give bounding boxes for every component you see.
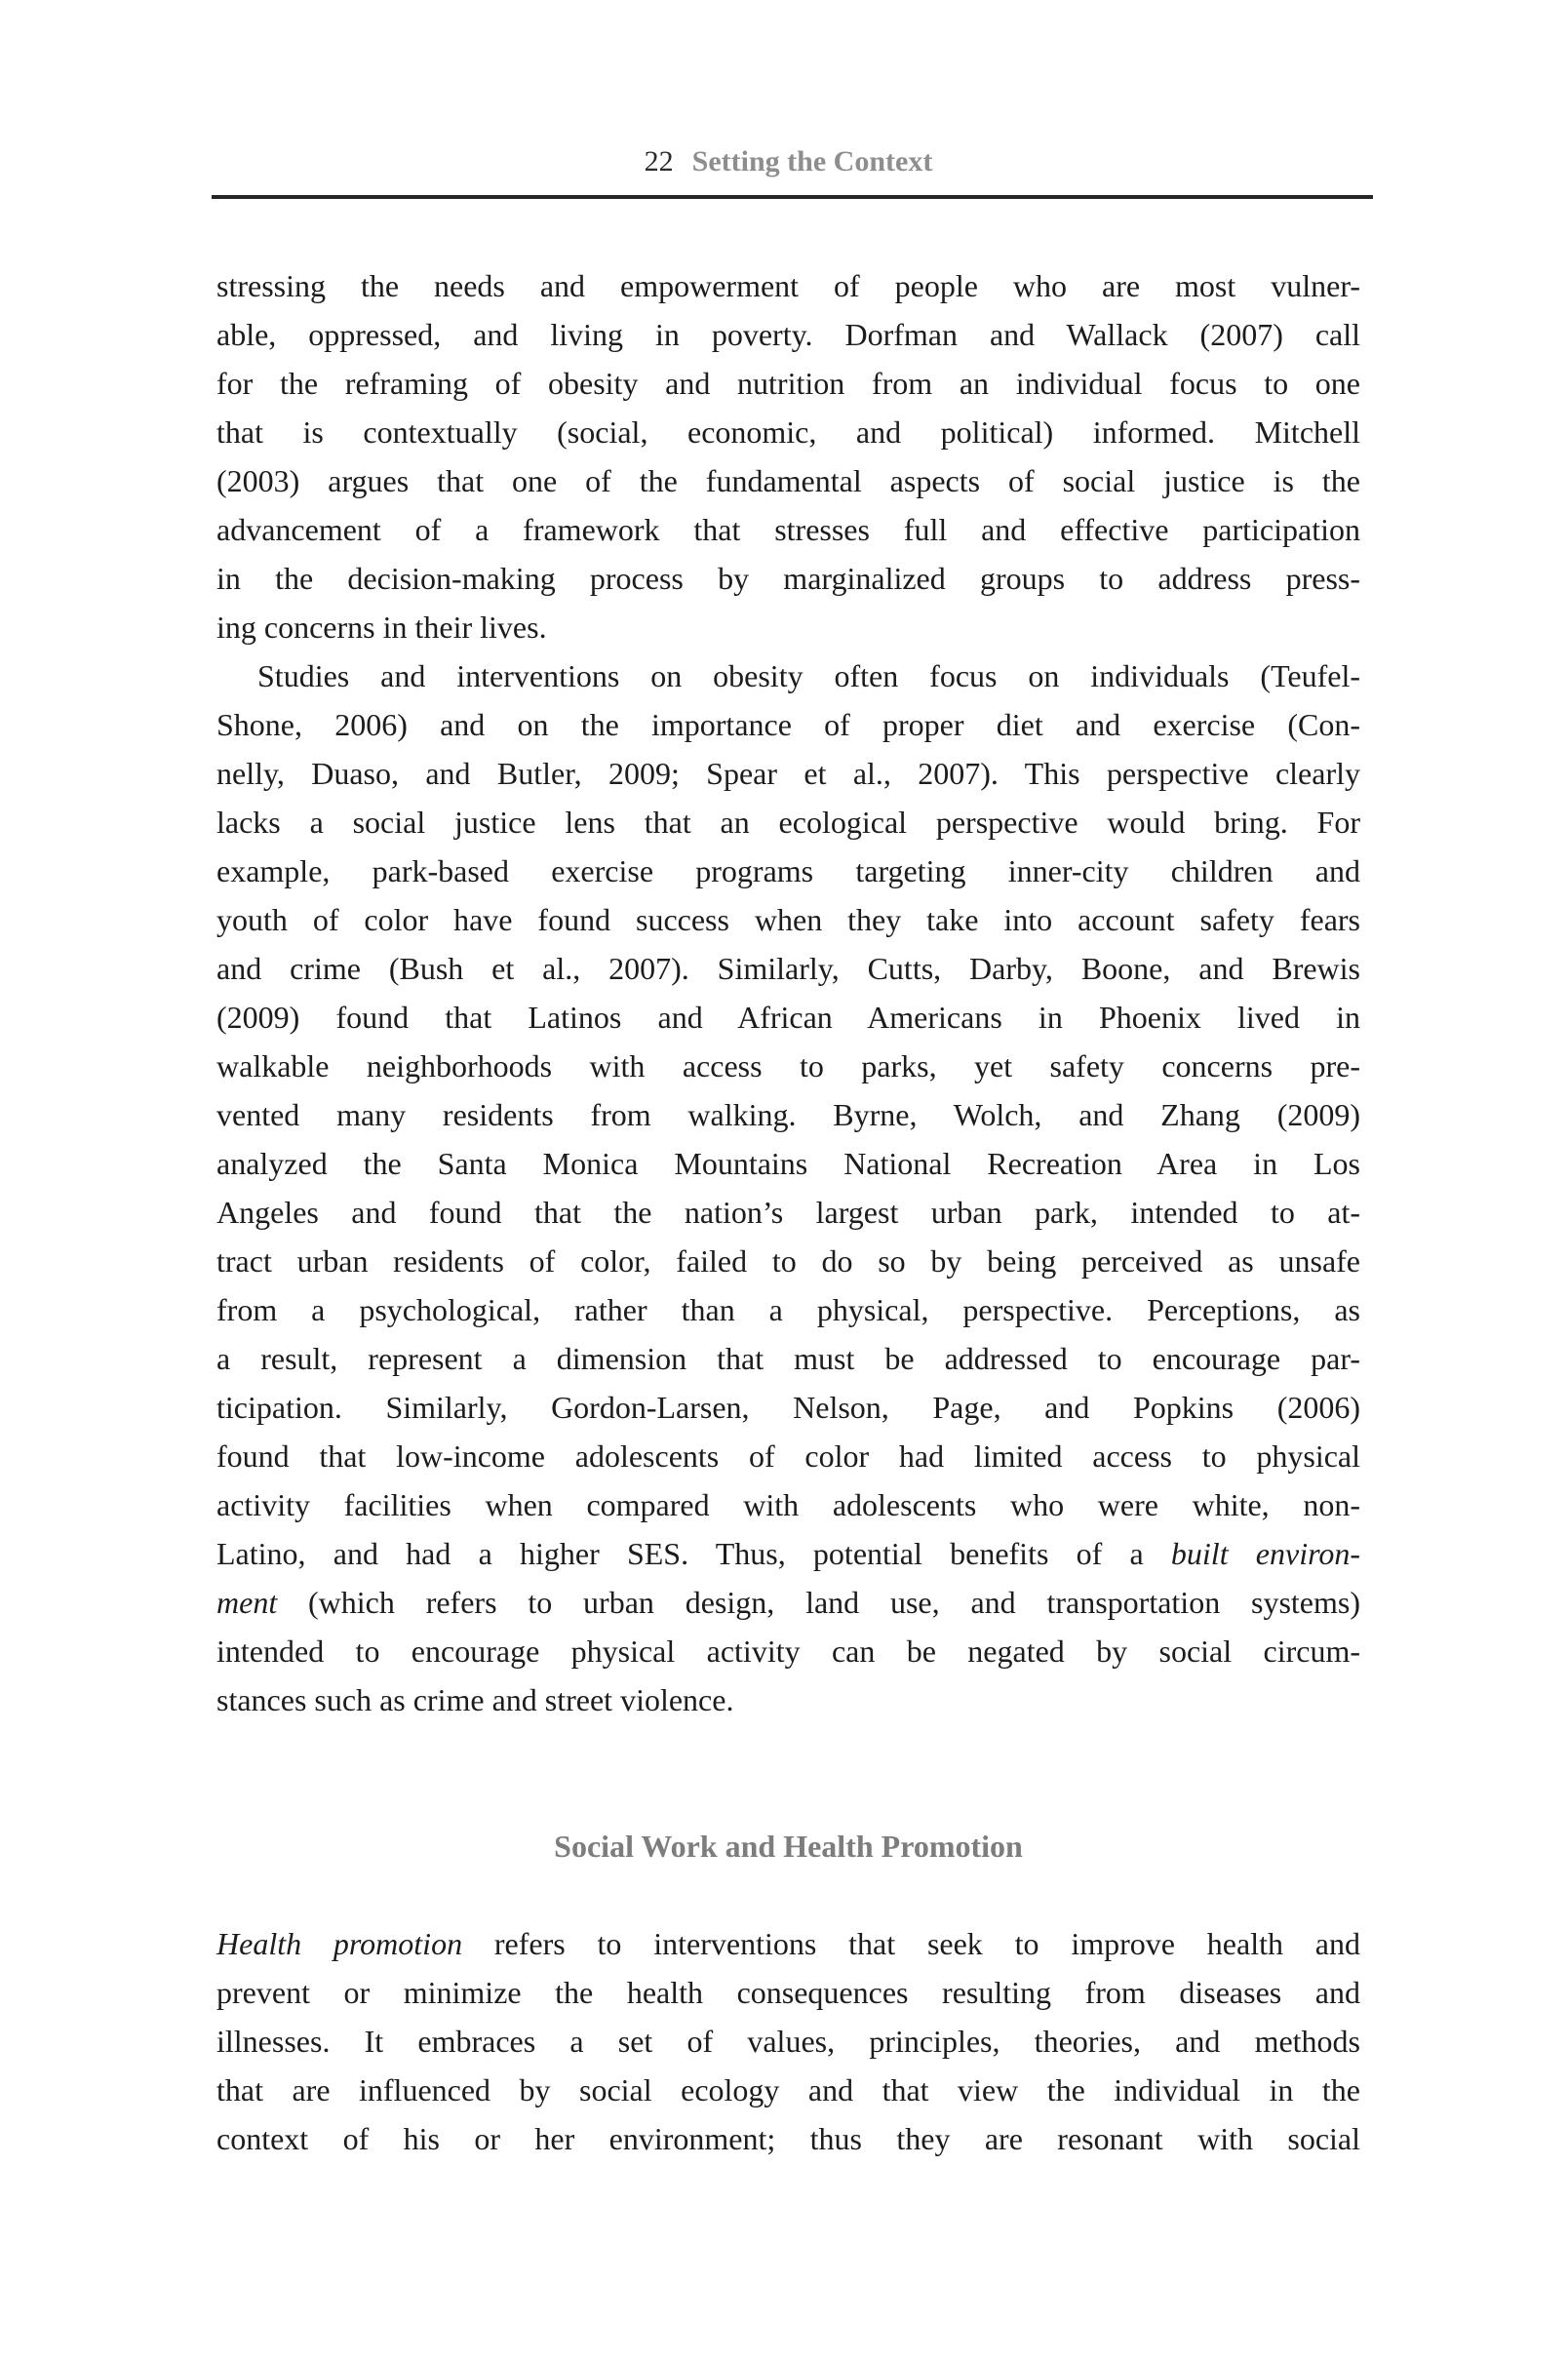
text-line [216, 1627, 1360, 1675]
text-line [216, 895, 1360, 944]
text-segment: that is contextually (social, economic, and political) informed. Mitchell [216, 414, 1360, 450]
text-segment: example, park-based exercise programs targeting inner-city children and [216, 853, 1360, 888]
italic-text-segment: built environ- [1170, 1536, 1361, 1571]
text-line [216, 359, 1360, 408]
page-number: 22 [644, 145, 674, 177]
text-line [216, 310, 1360, 359]
text-segment: in the decision-making process by marginalized groups to address press- [216, 561, 1360, 596]
text-segment: vented many residents from walking. Byrne, Wolch, and Zhang (2009) [216, 1097, 1360, 1132]
italic-text-segment: Health promotion [216, 1926, 463, 1961]
text-segment: lacks a social justice lens that an ecological perspective would bring. For [216, 805, 1360, 840]
text-segment: Angeles and found that the nation’s largest urban park, intended to at- [216, 1195, 1360, 1230]
text-segment: illnesses. It embraces a set of values, principles, theories, and methods [216, 2024, 1360, 2059]
text-line [216, 1968, 1360, 2017]
text-line [216, 603, 1360, 651]
text-segment: Latino, and had a higher SES. Thus, potential benefits of a [216, 1536, 1171, 1571]
text-line [216, 993, 1360, 1042]
text-segment: tract urban residents of color, failed to do so by being perceived as unsafe [216, 1243, 1360, 1279]
text-segment: Studies and interventions on obesity often focus on individuals (Teufel- [257, 658, 1360, 693]
text-line [216, 1285, 1360, 1334]
section-heading: Social Work and Health Promotion [554, 1829, 1023, 1864]
text-line [216, 554, 1360, 603]
text-segment: ticipation. Similarly, Gordon-Larsen, Nelson, Page, and Popkins (2006) [216, 1390, 1360, 1425]
text-segment: youth of color have found success when they take into account safety fears [216, 902, 1360, 937]
text-line [216, 408, 1360, 456]
text-segment: nelly, Duaso, and Butler, 2009; Spear et al., 2007). This perspective clearly [216, 756, 1360, 791]
text-segment: a result, represent a dimension that must be addressed to encourage par- [216, 1341, 1360, 1376]
text-segment: analyzed the Santa Monica Mountains National Recreation Area in Los [216, 1146, 1360, 1181]
text-segment: found that low-income adolescents of color had limited access to physical [216, 1438, 1360, 1474]
text-line [216, 261, 1360, 310]
text-segment: refers to interventions that seek to improve health and [462, 1926, 1361, 1961]
body-text-upper [216, 261, 1360, 1724]
text-segment: (2003) argues that one of the fundamental aspects of social justice is the [216, 463, 1360, 498]
text-segment: able, oppressed, and living in poverty. Dorfman and Wallack (2007) call [216, 317, 1360, 352]
text-line [216, 1139, 1360, 1188]
text-line [216, 1480, 1360, 1529]
text-line [216, 847, 1360, 895]
text-segment: from a psychological, rather than a physical, perspective. Perceptions, as [216, 1292, 1360, 1327]
text-line [216, 2114, 1360, 2163]
text-line [216, 798, 1360, 847]
running-head [216, 146, 1360, 177]
text-segment: ing concerns in their lives. [216, 610, 547, 645]
text-segment: (2009) found that Latinos and African Americans in Phoenix lived in [216, 1000, 1360, 1035]
running-head-title: Setting the Context [691, 145, 933, 177]
text-segment: context of his or her environment; thus they are resonant with social [216, 2121, 1360, 2156]
text-line [216, 2066, 1360, 2114]
text-segment: walkable neighborhoods with access to parks, yet safety concerns pre- [216, 1048, 1360, 1083]
text-line [216, 1919, 1360, 1968]
text-line [216, 1042, 1360, 1090]
text-line [216, 1432, 1360, 1480]
text-line [216, 651, 1360, 700]
text-segment: activity facilities when compared with adolescents who were white, non- [216, 1487, 1360, 1522]
text-line [216, 1675, 1360, 1724]
text-segment: advancement of a framework that stresses full and effective participation [216, 512, 1360, 547]
text-segment: that are influenced by social ecology and that view the individual in the [216, 2072, 1360, 2107]
text-segment: stressing the needs and empowerment of people who are most vulner- [216, 268, 1360, 303]
header-rule [212, 195, 1373, 199]
text-line [216, 749, 1360, 798]
text-line [216, 1188, 1360, 1237]
text-segment: stances such as crime and street violence. [216, 1682, 734, 1717]
text-line [216, 1237, 1360, 1285]
text-segment: Shone, 2006) and on the importance of proper diet and exercise (Con- [216, 707, 1360, 742]
text-line [216, 944, 1360, 993]
text-line [216, 2017, 1360, 2066]
text-line [216, 1529, 1360, 1578]
text-segment: intended to encourage physical activity can be negated by social circum- [216, 1634, 1360, 1669]
body-text-lower [216, 1919, 1360, 2163]
text-segment: prevent or minimize the health consequences resulting from diseases and [216, 1975, 1360, 2010]
text-line [216, 1334, 1360, 1383]
text-line [216, 505, 1360, 554]
text-segment: and crime (Bush et al., 2007). Similarly, Cutts, Darby, Boone, and Brewis [216, 951, 1360, 986]
text-line [216, 700, 1360, 749]
text-line [216, 1578, 1360, 1627]
text-line [216, 456, 1360, 505]
italic-text-segment: ment [216, 1585, 278, 1620]
text-segment: for the reframing of obesity and nutrition from an individual focus to one [216, 366, 1360, 401]
text-segment: (which refers to urban design, land use, and transportation systems) [277, 1585, 1360, 1620]
text-line [216, 1090, 1360, 1139]
text-line [216, 1383, 1360, 1432]
